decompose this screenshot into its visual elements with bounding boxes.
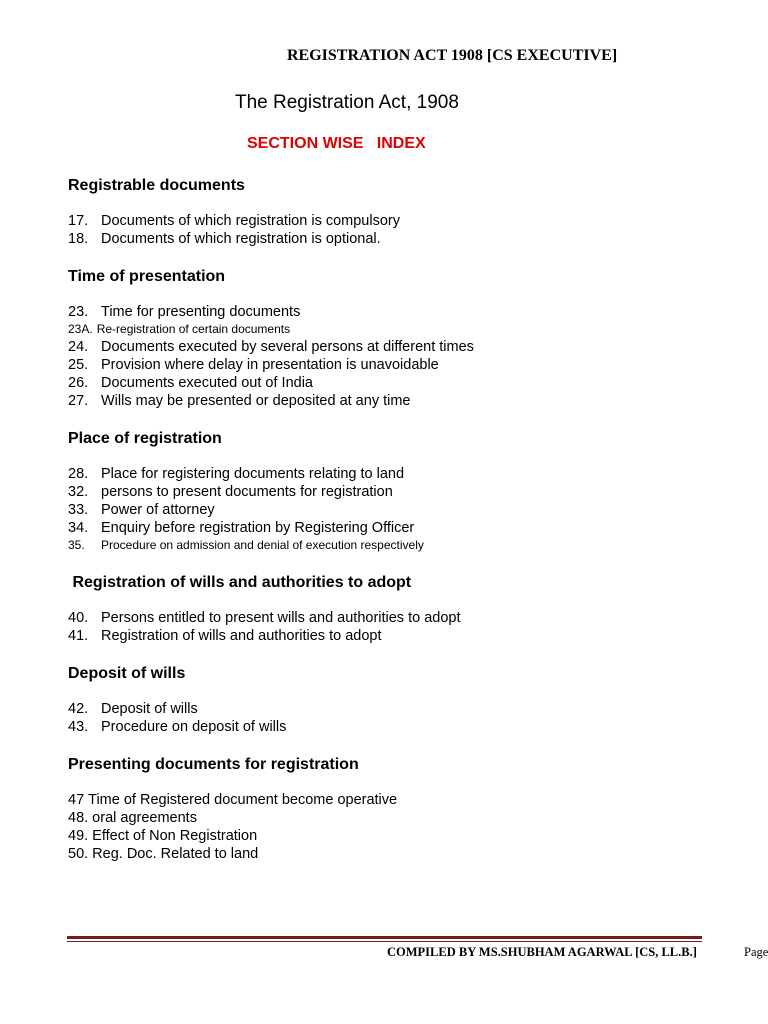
list-item <box>68 230 768 248</box>
list-item <box>68 809 768 827</box>
item-text: Documents of which registration is optional. <box>101 231 381 247</box>
list-item <box>68 374 768 392</box>
item-number: 28. <box>68 466 89 482</box>
section-place-of-registration <box>68 428 768 554</box>
item-text: Deposit of wills <box>101 701 198 717</box>
footer-rule-thin <box>67 941 702 942</box>
item-text: Registration of wills and authorities to adopt <box>101 628 382 644</box>
item-number: 48. <box>68 810 89 826</box>
item-number: 17. <box>68 213 89 229</box>
list-item <box>68 609 768 627</box>
item-number: 50. <box>68 846 89 862</box>
item-text: Wills may be presented or deposited at any time <box>101 393 411 409</box>
item-text: oral agreements <box>92 810 197 826</box>
page-label: Page <box>744 945 768 959</box>
item-text: Documents executed by several persons at different times <box>101 339 474 355</box>
section-registrable-documents <box>68 175 768 248</box>
item-number: 23A. <box>68 322 93 336</box>
document-title: The Registration Act, 1908 <box>235 92 459 113</box>
item-text: Effect of Non Registration <box>92 828 258 844</box>
item-text: Procedure on admission and denial of execution respectively <box>101 538 424 552</box>
item-number: 24. <box>68 339 89 355</box>
list-item <box>68 718 768 736</box>
list-item <box>68 356 768 374</box>
item-text: Time for presenting documents <box>101 304 301 320</box>
item-number: 34. <box>68 520 89 536</box>
item-text: Documents executed out of India <box>101 375 313 391</box>
item-number: 41. <box>68 628 89 644</box>
list-item <box>68 501 768 519</box>
item-number: 23. <box>68 304 89 320</box>
item-number: 40. <box>68 610 89 626</box>
item-text: Enquiry before registration by Registering Officer <box>101 520 415 536</box>
item-number: 25. <box>68 357 89 373</box>
item-text: Re-registration of certain documents <box>96 322 291 336</box>
item-text: Documents of which registration is compulsory <box>101 213 400 229</box>
item-number: 49. <box>68 828 89 844</box>
section-registration-of-wills <box>68 572 768 645</box>
section-heading: Deposit of wills <box>68 665 186 682</box>
document-header: REGISTRATION ACT 1908 [CS EXECUTIVE] <box>287 47 618 64</box>
list-item <box>68 627 768 645</box>
index-subtitle: SECTION WISE INDEX <box>247 135 426 152</box>
item-number: 43. <box>68 719 89 735</box>
item-number: 42. <box>68 701 89 717</box>
section-heading: Place of registration <box>68 430 222 447</box>
item-text: Place for registering documents relating to land <box>101 466 405 482</box>
item-number: 26. <box>68 375 89 391</box>
item-number: 18. <box>68 231 89 247</box>
item-text: Time of Registered document become operative <box>88 792 398 808</box>
item-text: Power of attorney <box>101 502 215 518</box>
list-item <box>68 827 768 845</box>
item-text: Procedure on deposit of wills <box>101 719 287 735</box>
list-item <box>68 303 768 321</box>
section-heading: Time of presentation <box>68 268 226 285</box>
item-number: 32. <box>68 484 89 500</box>
list-item <box>68 321 768 338</box>
list-item <box>68 791 768 809</box>
list-item <box>68 212 768 230</box>
list-item <box>68 392 768 410</box>
section-index <box>68 175 768 863</box>
section-heading: Registrable documents <box>68 177 245 194</box>
item-number: 27. <box>68 393 89 409</box>
footer-rule-thick <box>67 936 702 939</box>
list-item <box>68 465 768 483</box>
list-item <box>68 845 768 863</box>
item-text: Provision where delay in presentation is unavoidable <box>101 357 439 373</box>
item-number: 35. <box>68 538 85 552</box>
list-item <box>68 537 768 554</box>
section-heading: Presenting documents for registration <box>68 756 359 773</box>
footer-compiled-by: COMPILED BY MS.SHUBHAM AGARWAL [CS, LL.B.] <box>387 945 697 959</box>
section-presenting-documents <box>68 754 768 863</box>
item-number: 47 <box>68 792 85 808</box>
item-number: 33. <box>68 502 89 518</box>
section-deposit-of-wills <box>68 663 768 736</box>
section-heading: Registration of wills and authorities to adopt <box>68 574 412 591</box>
list-item <box>68 338 768 356</box>
section-time-of-presentation <box>68 266 768 410</box>
list-item <box>68 519 768 537</box>
item-text: persons to present documents for registration <box>101 484 393 500</box>
list-item <box>68 700 768 718</box>
list-item <box>68 483 768 501</box>
item-text: Persons entitled to present wills and authorities to adopt <box>101 610 461 626</box>
item-text: Reg. Doc. Related to land <box>92 846 259 862</box>
